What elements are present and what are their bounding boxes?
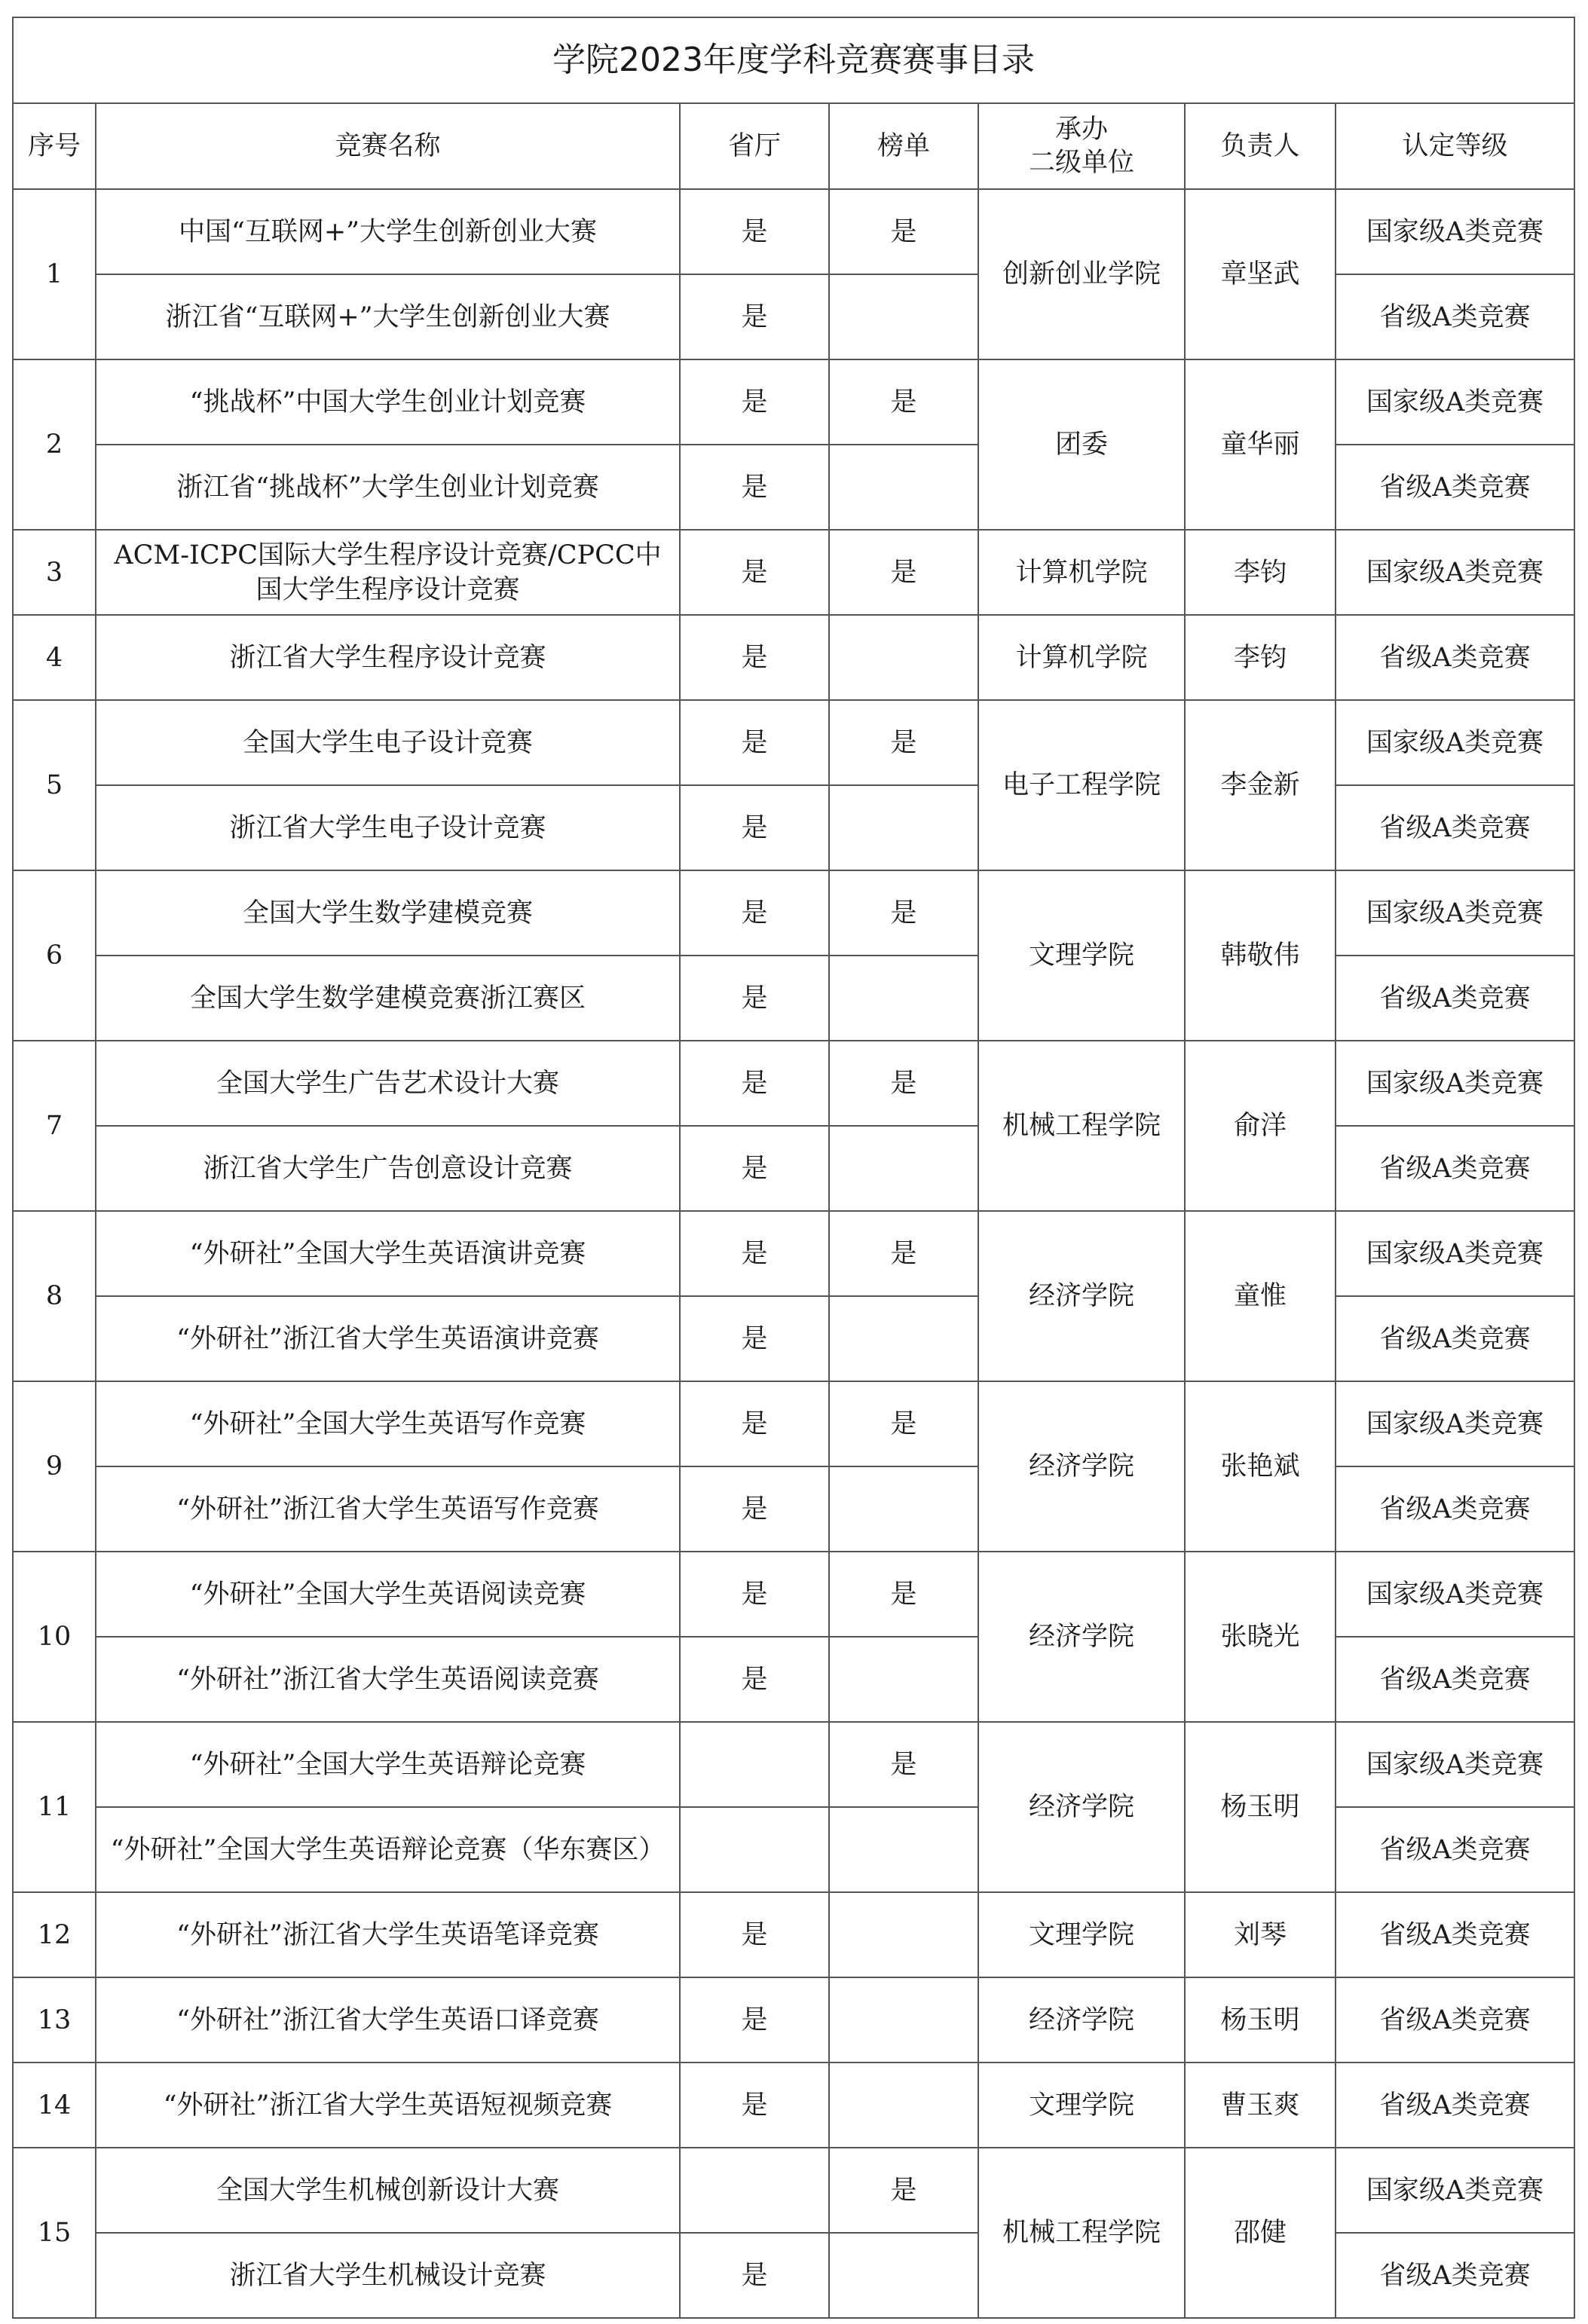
cell-level: 国家级A类竞赛 [1336,700,1574,785]
cell-province: 是 [680,615,829,700]
table-row [13,1381,1574,1466]
cell-list: 是 [829,189,978,274]
cell-list [829,274,978,359]
cell-list [829,1126,978,1211]
table-row [13,189,1574,274]
cell-list: 是 [829,1722,978,1807]
cell-index: 5 [13,700,96,870]
cell-host-unit: 团委 [978,359,1185,530]
cell-list [829,445,978,530]
table-row [13,1041,1574,1126]
table-row [13,1807,1574,1892]
cell-owner: 童惟 [1185,1211,1336,1381]
cell-level: 国家级A类竞赛 [1336,189,1574,274]
cell-list: 是 [829,530,978,615]
cell-list [829,1892,978,1977]
header-name: 竞赛名称 [96,103,680,189]
cell-competition-name: “外研社”浙江省大学生英语阅读竞赛 [96,1637,680,1722]
cell-list [829,615,978,700]
table-row [13,359,1574,445]
cell-owner: 李钧 [1185,615,1336,700]
header-province: 省厅 [680,103,829,189]
table-row [13,530,1574,615]
cell-province: 是 [680,2063,829,2148]
cell-province: 是 [680,956,829,1041]
cell-province [680,1722,829,1807]
cell-competition-name: “外研社”全国大学生英语写作竞赛 [96,1381,680,1466]
table-row [13,956,1574,1041]
table-row [13,1466,1574,1552]
table-body [13,189,1574,2318]
cell-competition-name: 全国大学生数学建模竞赛浙江赛区 [96,956,680,1041]
table-row [13,445,1574,530]
cell-owner: 曹玉爽 [1185,2063,1336,2148]
cell-list: 是 [829,1381,978,1466]
cell-list: 是 [829,2148,978,2233]
cell-level: 省级A类竞赛 [1336,785,1574,870]
cell-list: 是 [829,1211,978,1296]
header-row [13,103,1574,189]
cell-level: 国家级A类竞赛 [1336,1211,1574,1296]
cell-index: 9 [13,1381,96,1552]
table-row [13,700,1574,785]
cell-list [829,2233,978,2318]
cell-index: 2 [13,359,96,530]
cell-list [829,1296,978,1381]
cell-host-unit: 文理学院 [978,870,1185,1041]
cell-province: 是 [680,1041,829,1126]
cell-index: 10 [13,1552,96,1722]
cell-owner: 童华丽 [1185,359,1336,530]
cell-province: 是 [680,1381,829,1466]
cell-index: 14 [13,2063,96,2148]
cell-host-unit: 计算机学院 [978,530,1185,615]
cell-host-unit: 机械工程学院 [978,1041,1185,1211]
table-row [13,1211,1574,1296]
cell-owner: 张晓光 [1185,1552,1336,1722]
cell-index: 1 [13,189,96,359]
table-row [13,2148,1574,2233]
cell-competition-name: 全国大学生数学建模竞赛 [96,870,680,956]
table-row [13,1977,1574,2063]
cell-province: 是 [680,530,829,615]
cell-province: 是 [680,1977,829,2063]
cell-owner: 杨玉明 [1185,1722,1336,1892]
cell-province: 是 [680,1211,829,1296]
cell-province: 是 [680,1552,829,1637]
cell-owner: 张艳斌 [1185,1381,1336,1552]
cell-owner: 李金新 [1185,700,1336,870]
cell-competition-name: 全国大学生广告艺术设计大赛 [96,1041,680,1126]
cell-list: 是 [829,870,978,956]
cell-list [829,785,978,870]
cell-level: 国家级A类竞赛 [1336,1041,1574,1126]
cell-index: 8 [13,1211,96,1381]
cell-level: 国家级A类竞赛 [1336,1381,1574,1466]
cell-list [829,1807,978,1892]
cell-host-unit: 经济学院 [978,1211,1185,1381]
cell-level: 省级A类竞赛 [1336,1807,1574,1892]
cell-owner: 刘琴 [1185,1892,1336,1977]
cell-owner: 李钧 [1185,530,1336,615]
cell-level: 省级A类竞赛 [1336,445,1574,530]
table-row [13,1296,1574,1381]
cell-index: 12 [13,1892,96,1977]
cell-level: 国家级A类竞赛 [1336,1722,1574,1807]
table-title: 学院2023年度学科竞赛赛事目录 [13,17,1574,103]
cell-province: 是 [680,1466,829,1552]
cell-host-unit: 文理学院 [978,1892,1185,1977]
table-row [13,785,1574,870]
table-row [13,2063,1574,2148]
header-level: 认定等级 [1336,103,1574,189]
table-row [13,1637,1574,1722]
cell-level: 省级A类竞赛 [1336,1637,1574,1722]
cell-competition-name: “外研社”全国大学生英语辩论竞赛 [96,1722,680,1807]
header-list: 榜单 [829,103,978,189]
cell-level: 省级A类竞赛 [1336,274,1574,359]
cell-owner: 章坚武 [1185,189,1336,359]
cell-level: 省级A类竞赛 [1336,1126,1574,1211]
cell-competition-name: 浙江省大学生机械设计竞赛 [96,2233,680,2318]
cell-level: 省级A类竞赛 [1336,1466,1574,1552]
table-row [13,1892,1574,1977]
cell-province [680,2148,829,2233]
cell-province: 是 [680,785,829,870]
cell-competition-name: “外研社”全国大学生英语辩论竞赛（华东赛区） [96,1807,680,1892]
cell-index: 6 [13,870,96,1041]
cell-list [829,1466,978,1552]
cell-list [829,956,978,1041]
cell-level: 省级A类竞赛 [1336,1296,1574,1381]
cell-province: 是 [680,1296,829,1381]
table-row [13,1552,1574,1637]
cell-province: 是 [680,700,829,785]
cell-competition-name: “挑战杯”中国大学生创业计划竞赛 [96,359,680,445]
cell-province: 是 [680,274,829,359]
cell-competition-name: “外研社”全国大学生英语阅读竞赛 [96,1552,680,1637]
cell-competition-name: “外研社”全国大学生英语演讲竞赛 [96,1211,680,1296]
cell-list: 是 [829,359,978,445]
cell-owner: 邵健 [1185,2148,1336,2318]
cell-province: 是 [680,359,829,445]
cell-competition-name: 全国大学生机械创新设计大赛 [96,2148,680,2233]
table-row [13,1722,1574,1807]
cell-index: 3 [13,530,96,615]
cell-level: 省级A类竞赛 [1336,1977,1574,2063]
cell-index: 15 [13,2148,96,2318]
cell-province: 是 [680,1892,829,1977]
header-unit-line1: 承办 [1054,115,1108,145]
cell-host-unit: 经济学院 [978,1381,1185,1552]
table-row [13,1126,1574,1211]
cell-list [829,1637,978,1722]
cell-host-unit: 经济学院 [978,1722,1185,1892]
cell-competition-name: “外研社”浙江省大学生英语口译竞赛 [96,1977,680,2063]
cell-index: 7 [13,1041,96,1211]
cell-host-unit: 电子工程学院 [978,700,1185,870]
table-row [13,870,1574,956]
cell-list [829,2063,978,2148]
cell-level: 省级A类竞赛 [1336,2233,1574,2318]
cell-level: 省级A类竞赛 [1336,2063,1574,2148]
cell-host-unit: 创新创业学院 [978,189,1185,359]
cell-host-unit: 机械工程学院 [978,2148,1185,2318]
cell-competition-name: “外研社”浙江省大学生英语演讲竞赛 [96,1296,680,1381]
cell-province: 是 [680,1126,829,1211]
header-unit-line2: 二级单位 [1028,148,1134,178]
cell-host-unit: 经济学院 [978,1977,1185,2063]
cell-list: 是 [829,1041,978,1126]
cell-list: 是 [829,700,978,785]
cell-list [829,1977,978,2063]
cell-province: 是 [680,445,829,530]
cell-list: 是 [829,1552,978,1637]
cell-level: 省级A类竞赛 [1336,615,1574,700]
cell-province: 是 [680,2233,829,2318]
cell-level: 国家级A类竞赛 [1336,870,1574,956]
cell-competition-name: “外研社”浙江省大学生英语笔译竞赛 [96,1892,680,1977]
cell-index: 11 [13,1722,96,1892]
header-index: 序号 [13,103,96,189]
cell-host-unit: 经济学院 [978,1552,1185,1722]
cell-level: 省级A类竞赛 [1336,956,1574,1041]
cell-province: 是 [680,870,829,956]
cell-province [680,1807,829,1892]
header-owner: 负责人 [1185,103,1336,189]
table-row [13,274,1574,359]
cell-owner: 韩敬伟 [1185,870,1336,1041]
cell-owner: 俞洋 [1185,1041,1336,1211]
cell-owner: 杨玉明 [1185,1977,1336,2063]
cell-host-unit: 文理学院 [978,2063,1185,2148]
cell-level: 国家级A类竞赛 [1336,359,1574,445]
cell-level: 国家级A类竞赛 [1336,2148,1574,2233]
cell-host-unit: 计算机学院 [978,615,1185,700]
cell-level: 国家级A类竞赛 [1336,1552,1574,1637]
cell-competition-name: 全国大学生电子设计竞赛 [96,700,680,785]
cell-competition-name: 浙江省大学生电子设计竞赛 [96,785,680,870]
cell-competition-name: 中国“互联网+”大学生创新创业大赛 [96,189,680,274]
cell-competition-name: 浙江省大学生广告创意设计竞赛 [96,1126,680,1211]
competition-catalog-table [12,17,1575,2319]
cell-level: 省级A类竞赛 [1336,1892,1574,1977]
cell-competition-name: 浙江省大学生程序设计竞赛 [96,615,680,700]
cell-competition-name: 浙江省“挑战杯”大学生创业计划竞赛 [96,445,680,530]
cell-province: 是 [680,189,829,274]
cell-competition-name: “外研社”浙江省大学生英语短视频竞赛 [96,2063,680,2148]
table-row [13,615,1574,700]
cell-index: 4 [13,615,96,700]
table-row [13,2233,1574,2318]
header-unit [978,103,1185,189]
cell-level: 国家级A类竞赛 [1336,530,1574,615]
cell-competition-name: “外研社”浙江省大学生英语写作竞赛 [96,1466,680,1552]
cell-competition-name: 浙江省“互联网+”大学生创新创业大赛 [96,274,680,359]
cell-province: 是 [680,1637,829,1722]
cell-index: 13 [13,1977,96,2063]
cell-competition-name: ACM-ICPC国际大学生程序设计竞赛/CPCC中国大学生程序设计竞赛 [96,530,680,615]
